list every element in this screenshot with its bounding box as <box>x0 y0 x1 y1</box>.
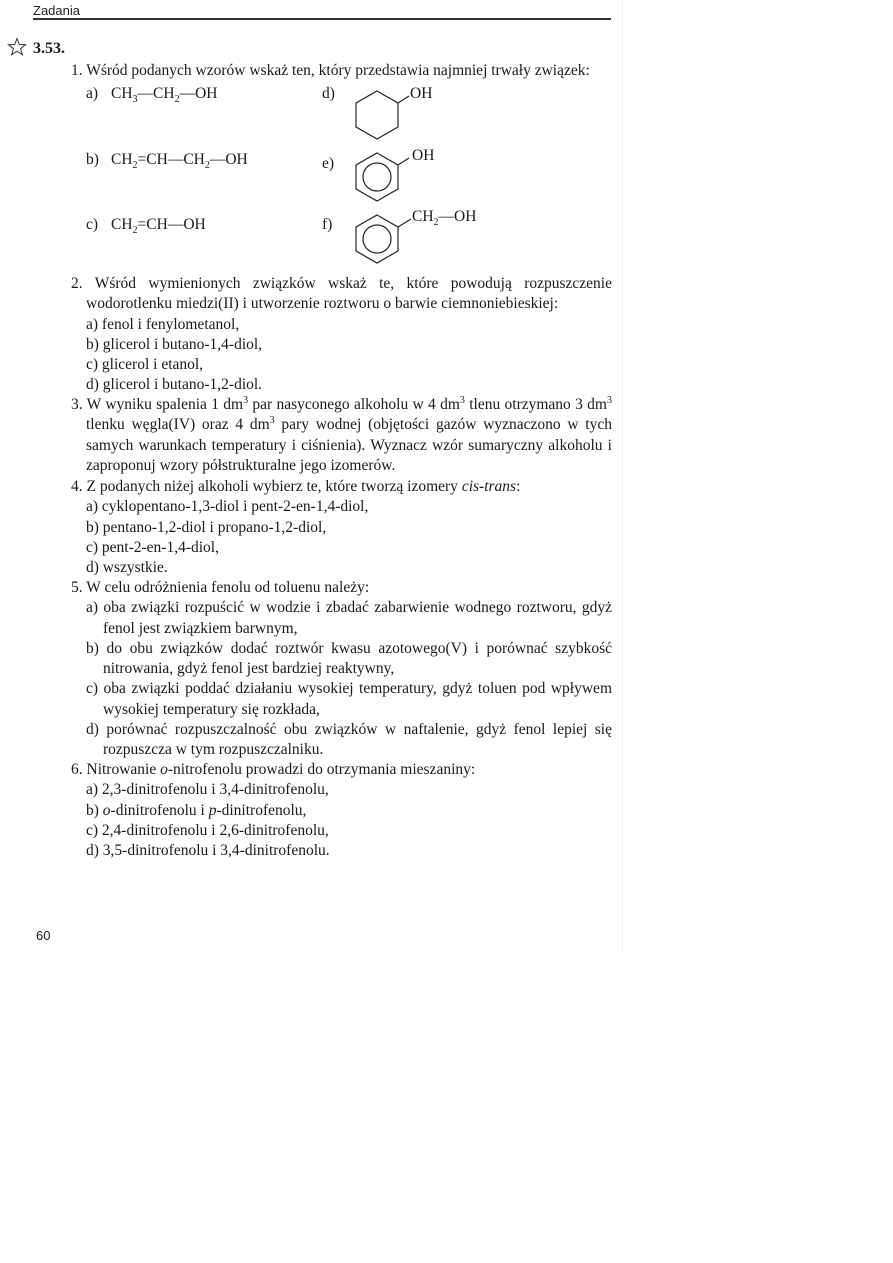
page-edge <box>622 0 623 952</box>
q1-option-c-letter: c) <box>86 216 99 233</box>
star-icon <box>7 37 27 57</box>
q6-answer-d: d) 3,5-dinitrofenolu i 3,4-dinitrofenolu. <box>86 842 330 860</box>
page-number: 60 <box>36 928 51 943</box>
question-2-text: 2. Wśród wymienionych związków wskaż te, które powodują rozpuszczenie wodorotlenku miedzi(II) i utworzenie roztworu o barwie ciemnoniebieskiej: <box>71 275 612 313</box>
q6-answer-c: c) 2,4-dinitrofenolu i 2,6-dinitrofenolu, <box>86 821 329 839</box>
question-4 <box>71 477 612 578</box>
question-1 <box>71 61 612 81</box>
question-6 <box>71 760 612 861</box>
q4-answer-a: a) cyklopentano-1,3-diol i pent-2-en-1,4-diol, <box>86 498 369 516</box>
q2-answer-b: b) glicerol i butano-1,4-diol, <box>86 335 263 353</box>
q1-option-e-letter: e) <box>322 155 335 172</box>
question-3 <box>71 395 612 476</box>
running-header: Zadania <box>33 3 80 18</box>
cyclohexane-ring-icon <box>350 86 410 144</box>
q4-answer-b: b) pentano-1,2-diol i propano-1,2-diol, <box>86 518 327 536</box>
question-1-text: 1. Wśród podanych wzorów wskaż ten, który przedstawia najmniej trwały związek: <box>71 62 590 79</box>
q2-answer-a: a) fenol i fenylometanol, <box>86 315 240 333</box>
q1-option-d-oh-label: OH <box>410 85 433 102</box>
q6-answer-b: b) o-dinitrofenolu i p-dinitrofenolu, <box>86 801 307 819</box>
q4-answer-c: c) pent-2-en-1,4-diol, <box>86 538 219 556</box>
section-number: 3.53. <box>33 40 65 57</box>
q1-option-a-formula: $CH_3—CH_2—OH$ <box>111 85 218 106</box>
q1-option-f-ch2oh-label: $CH_2—OH$ <box>412 208 477 229</box>
q5-answer-d: d) porównać rozpuszczalność obu związków w naftalenie, gdyż fenol lepiej się rozpuszcza w tym rozpuszczalniku. <box>86 721 612 759</box>
q5-answer-c: c) oba związki poddać działaniu wysokiej temperatury, gdyż toluen pod wpływem wysokiej temperatury się rozkłada, <box>86 680 612 718</box>
header-rule <box>33 18 611 20</box>
benzene-ring-icon <box>350 210 412 268</box>
question-2 <box>71 274 612 396</box>
question-5-text: 5. W celu odróżnienia fenolu od toluenu należy: <box>71 579 370 596</box>
question-3-text: 3. W wyniku spalenia 1 $dm^3$ par nasyconego alkoholu w 4 $dm^3$ tlenu otrzymano 3 $dm^3$ tlenku węgla(IV) oraz 4 $dm^3$ pary wodnej (objętości gazów wyznaczono w tych samych warunkach temperatury i ciśnienia). Wyznacz wzór sumaryczny alkoholu i zaproponuj wzory półstrukturalne jego izomerów. <box>71 394 612 474</box>
q1-option-d-letter: d) <box>322 85 335 102</box>
q2-answer-c: c) glicerol i etanol, <box>86 356 204 374</box>
q1-option-f-letter: f) <box>322 216 333 233</box>
q6-answer-a: a) 2,3-dinitrofenolu i 3,4-dinitrofenolu, <box>86 781 329 799</box>
benzene-ring-icon <box>350 148 410 206</box>
question-4-text: 4. Z podanych niżej alkoholi wybierz te, które tworzą izomery cis-trans: <box>71 478 521 495</box>
q2-answer-d: d) glicerol i butano-1,2-diol. <box>86 376 263 394</box>
q1-option-e-oh-label: OH <box>412 147 435 164</box>
question-5 <box>71 578 612 761</box>
q1-option-b-formula: $CH_2=CH—CH_2—OH$ <box>111 151 248 172</box>
q5-answer-a: a) oba związki rozpuścić w wodzie i zbadać zabarwienie wodnego roztworu, gdyż fenol jest związkiem barwnym, <box>86 599 612 637</box>
question-6-text: 6. Nitrowanie o-nitrofenolu prowadzi do otrzymania mieszaniny: <box>71 761 476 778</box>
q1-option-b-letter: b) <box>86 151 99 168</box>
q1-option-c-formula: $CH_2=CH—OH$ <box>111 216 206 237</box>
q5-answer-b: b) do obu związków dodać roztwór kwasu azotowego(V) i porównać szybkość nitrowania, gdyż fenol jest bardziej reaktywny, <box>86 639 612 678</box>
q1-option-a-letter: a) <box>86 85 99 102</box>
q4-answer-d: d) wszystkie. <box>86 559 168 577</box>
